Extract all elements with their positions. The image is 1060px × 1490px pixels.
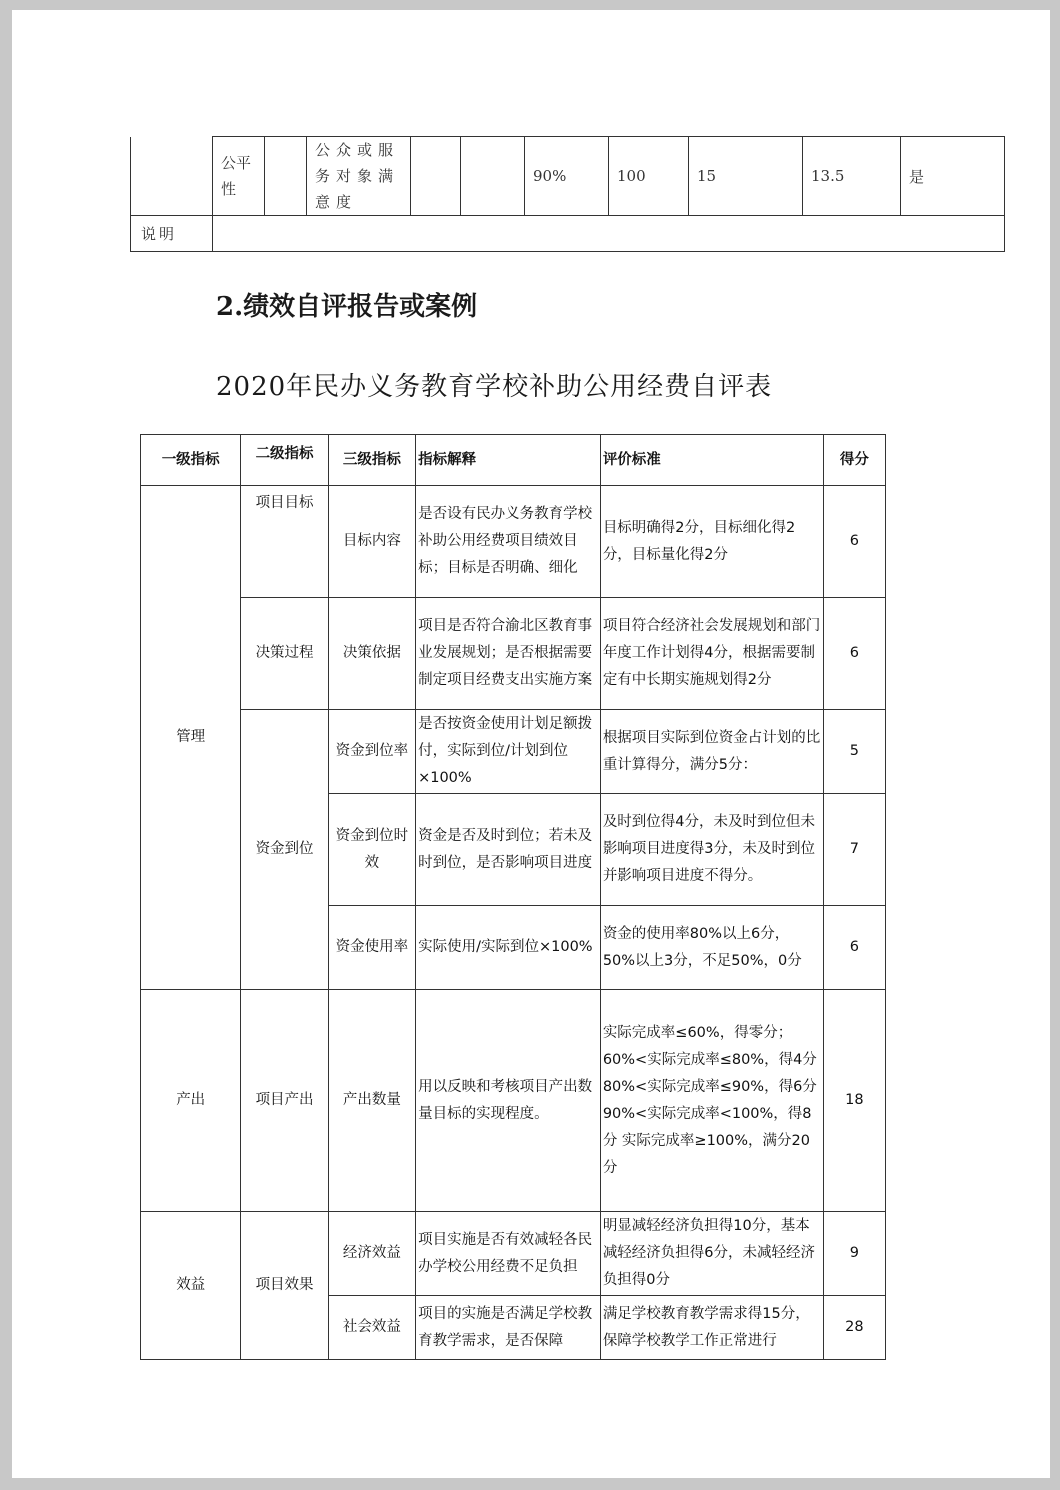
header-level3: 三级指标: [328, 435, 415, 486]
header-level1: 一级指标: [141, 435, 241, 486]
third-index: 产出数量: [328, 990, 415, 1212]
score-cell: 6: [823, 906, 885, 990]
third-index: 资金到位率: [328, 710, 415, 794]
cell-satisfaction: 公众或服务对象满意度: [307, 137, 411, 216]
group-benefit: 效益: [141, 1212, 241, 1360]
document-page: [12, 10, 1050, 1478]
section-heading: 2.绩效自评报告或案例: [216, 292, 478, 322]
cell-actual: 100: [609, 137, 689, 216]
explain-cell: 项目的实施是否满足学校教育教学需求，是否保障: [416, 1296, 601, 1360]
sub-project-effect: 项目效果: [241, 1212, 328, 1360]
explain-cell: 项目实施是否有效减轻各民办学校公用经费不足负担: [416, 1212, 601, 1296]
standard-cell: 及时到位得4分，未及时到位但未影响项目进度得3分，未及时到位并影响项目进度不得分。: [600, 794, 823, 906]
table-header-row: [141, 435, 886, 486]
explain-cell: 是否按资金使用计划足额拨付，实际到位/计划到位×100%: [416, 710, 601, 794]
header-standard: 评价标准: [600, 435, 823, 486]
group-management: 管理: [141, 486, 241, 990]
explain-cell: 是否设有民办义务教育学校补助公用经费项目绩效目标；目标是否明确、细化: [416, 486, 601, 598]
cell-result: 是: [901, 137, 1005, 216]
explain-cell: 实际使用/实际到位×100%: [416, 906, 601, 990]
header-level2: 二级指标: [241, 435, 328, 486]
header-explain: 指标解释: [416, 435, 601, 486]
score-cell: 9: [823, 1212, 885, 1296]
table-row: [141, 598, 886, 710]
score-cell: 5: [823, 710, 885, 794]
sub-decision-process: 决策过程: [241, 598, 328, 710]
standard-cell: 满足学校教育教学需求得15分，保障学校教学工作正常进行: [600, 1296, 823, 1360]
table-row: [141, 990, 886, 1212]
third-index: 经济效益: [328, 1212, 415, 1296]
score-cell: 28: [823, 1296, 885, 1360]
sub-project-output: 项目产出: [241, 990, 328, 1212]
explain-cell: 项目是否符合渝北区教育事业发展规划；是否根据需要制定项目经费支出实施方案: [416, 598, 601, 710]
score-cell: 7: [823, 794, 885, 906]
standard-cell: 项目符合经济社会发展规划和部门年度工作计划得4分，根据需要制定有中长期实施规划得2分: [600, 598, 823, 710]
third-index: 社会效益: [328, 1296, 415, 1360]
cell-weight: 15: [689, 137, 803, 216]
score-cell: 18: [823, 990, 885, 1212]
table-title: 2020年民办义务教育学校补助公用经费自评表: [216, 372, 773, 402]
standard-cell: 根据项目实际到位资金占计划的比重计算得分，满分5分：: [600, 710, 823, 794]
standard-cell: 实际完成率≤60%，得零分；60%<实际完成率≤80%，得4分 80%<实际完成率≤90%，得6分 90%<实际完成率<100%，得8分 实际完成率≥100%，满分20分: [600, 990, 823, 1212]
score-cell: 6: [823, 486, 885, 598]
group-output: 产出: [141, 990, 241, 1212]
note-label: 说明: [131, 216, 213, 252]
third-index: 目标内容: [328, 486, 415, 598]
standard-cell: 明显减轻经济负担得10分，基本减轻经济负担得6分，未减轻经济负担得0分: [600, 1212, 823, 1296]
sub-fund-arrival: 资金到位: [241, 710, 328, 990]
table-row: [141, 486, 886, 598]
table-row: [141, 1212, 886, 1296]
explain-cell: 用以反映和考核项目产出数量目标的实现程度。: [416, 990, 601, 1212]
explain-cell: 资金是否及时到位；若未及时到位，是否影响项目进度: [416, 794, 601, 906]
cell-target: 90%: [525, 137, 609, 216]
cell-score: 13.5: [803, 137, 901, 216]
self-evaluation-table: [140, 434, 886, 1360]
standard-cell: 目标明确得2分，目标细化得2分，目标量化得2分: [600, 486, 823, 598]
standard-cell: 资金的使用率80%以上6分，50%以上3分，不足50%，0分: [600, 906, 823, 990]
third-index: 资金使用率: [328, 906, 415, 990]
cell-fairness: 公平性: [213, 137, 265, 216]
table-row: [131, 216, 1005, 252]
header-score: 得分: [823, 435, 885, 486]
third-index: 决策依据: [328, 598, 415, 710]
third-index: 资金到位时效: [328, 794, 415, 906]
score-cell: 6: [823, 598, 885, 710]
table-row: [131, 137, 1005, 216]
sub-project-goal: 项目目标: [241, 486, 328, 598]
table-row: [141, 710, 886, 794]
previous-table-fragment: [130, 136, 1005, 252]
